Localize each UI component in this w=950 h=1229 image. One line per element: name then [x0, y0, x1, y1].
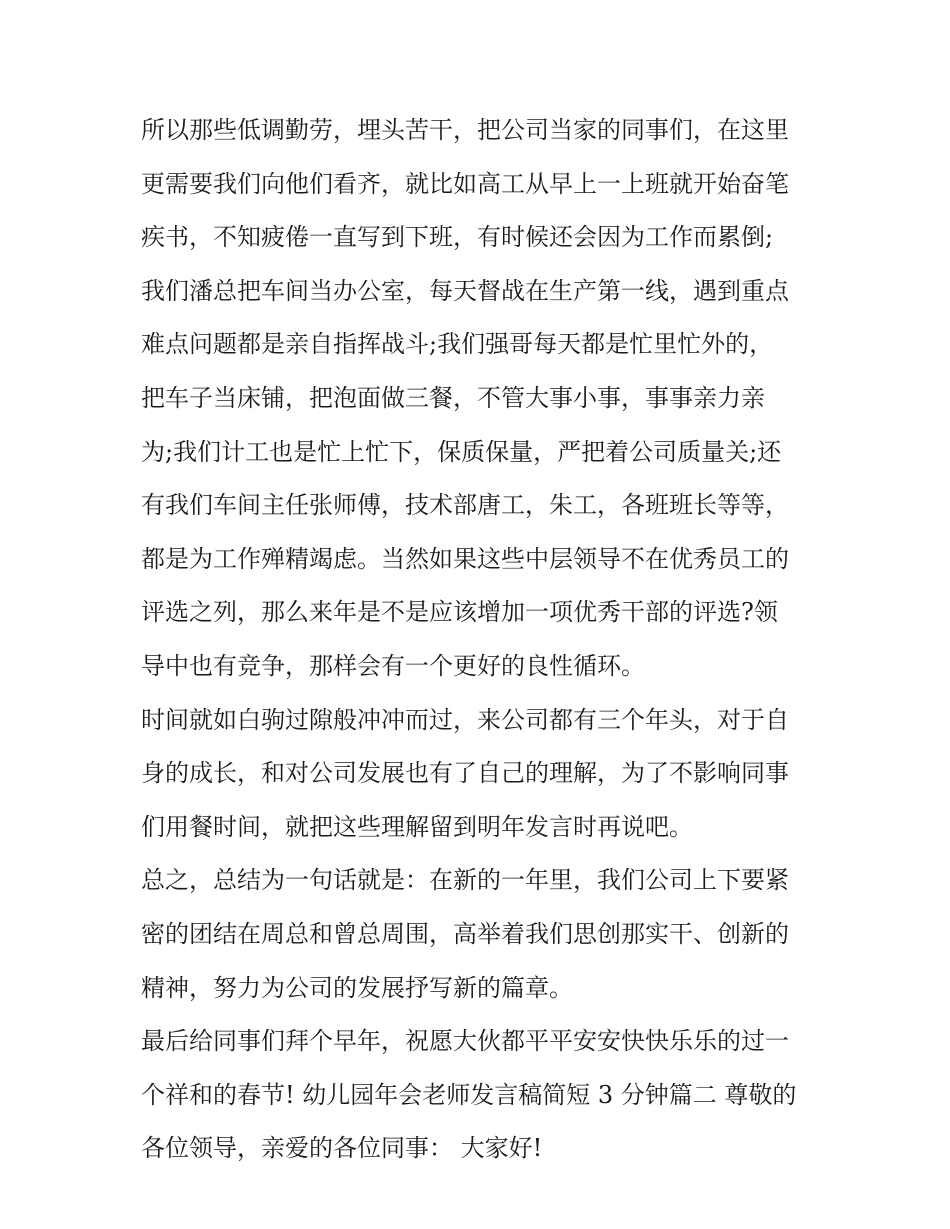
text-line: 都是为工作殚精竭虑。当然如果这些中层领导不在优秀员工的	[141, 544, 789, 573]
text-line: 最后给同事们拜个早年，祝愿大伙都平平安安快快乐乐的过一	[141, 1027, 789, 1056]
text-line: 们用餐时间，就把这些理解留到明年发言时再说吧。	[141, 812, 693, 841]
text-line: 总之，总结为一句话就是：在新的一年里，我们公司上下要紧	[141, 866, 789, 895]
text-line: 各位领导，亲爱的各位同事： 大家好!	[141, 1134, 543, 1163]
text-line: 所以那些低调勤劳，埋头苦干，把公司当家的同事们，在这里	[141, 116, 789, 144]
text-line: 评选之列，那么来年是不是应该增加一项优秀干部的评选?领	[141, 598, 778, 627]
text-line: 疾书，不知疲倦一直写到下班，有时候还会因为工作而累倒;	[141, 223, 774, 252]
text-line: 导中也有竞争，那样会有一个更好的良性循环。	[141, 651, 645, 680]
text-line: 把车子当床铺，把泡面做三餐，不管大事小事，事事亲力亲	[141, 383, 765, 412]
text-line: 有我们车间主任张师傅，技术部唐工，朱工，各班班长等等，	[141, 491, 789, 520]
text-line: 我们潘总把车间当办公室，每天督战在生产第一线，遇到重点	[141, 276, 789, 305]
text-line: 难点问题都是亲自指挥战斗;我们强哥每天都是忙里忙外的，	[141, 330, 774, 359]
text-line: 精神，努力为公司的发展抒写新的篇章。	[141, 973, 573, 1002]
text-line: 更需要我们向他们看齐，就比如高工从早上一上班就开始奋笔	[141, 169, 789, 198]
text-line: 密的团结在周总和曾总周围，高举着我们思创那实干、创新的	[141, 919, 789, 948]
text-line: 身的成长，和对公司发展也有了自己的理解，为了不影响同事	[141, 759, 789, 788]
text-line: 个祥和的春节! 幼儿园年会老师发言稿简短 3 分钟篇二 尊敬的	[141, 1080, 797, 1109]
text-line: 为;我们计工也是忙上忙下，保质保量，严把着公司质量关;还	[141, 437, 782, 466]
text-line: 时间就如白驹过隙般冲冲而过，来公司都有三个年头，对于自	[141, 705, 789, 734]
document-body	[141, 104, 821, 1176]
